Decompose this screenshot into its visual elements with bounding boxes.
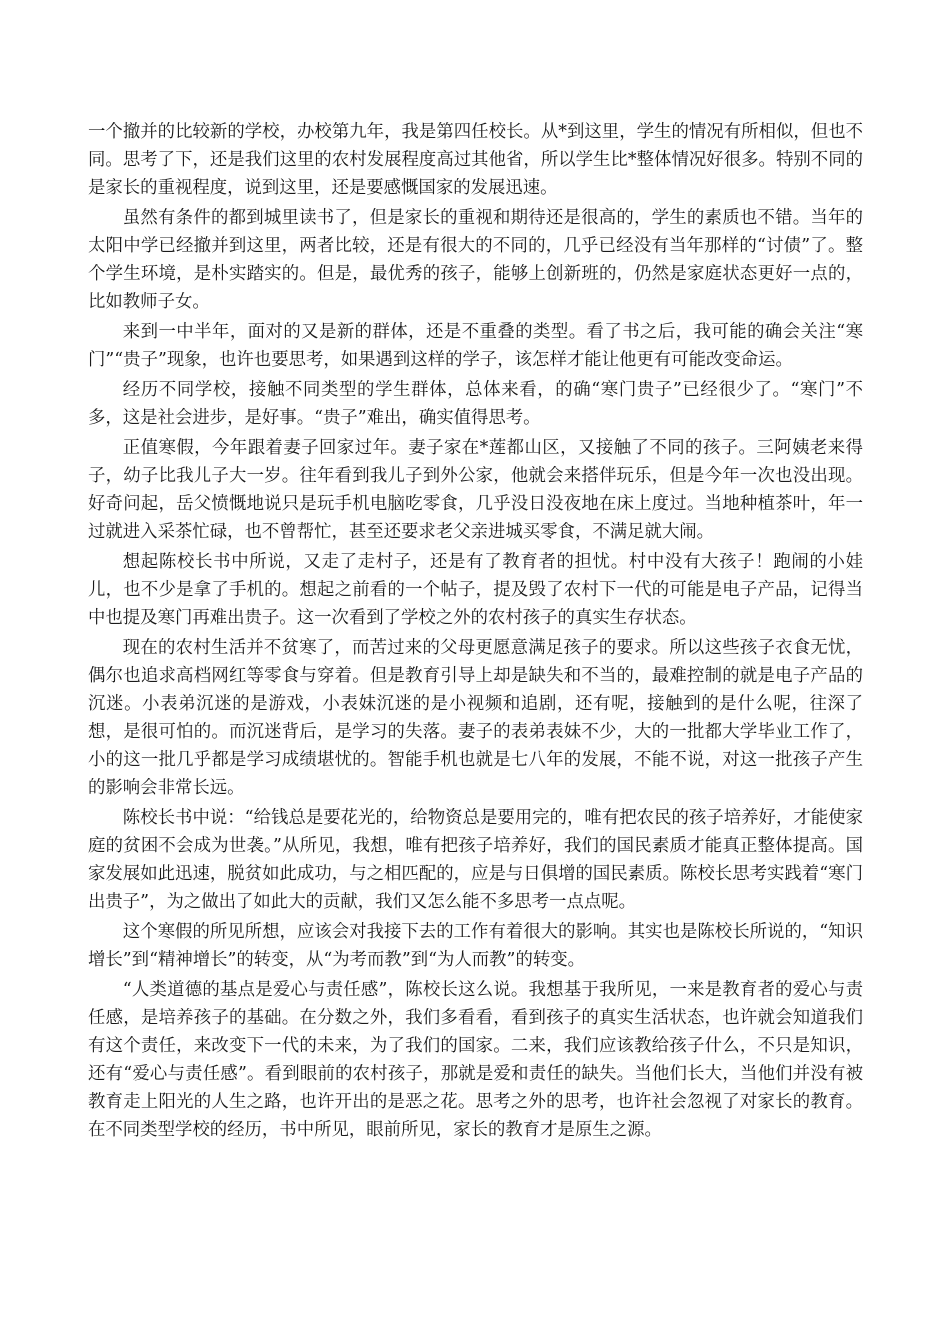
paragraph-2: 虽然有条件的都到城里读书了，但是家长的重视和期待还是很高的，学生的素质也不错。当年的太阳中学已经撤并到这里，两者比较，还是有很大的不同的，几乎已经没有当年那样的“讨债”了。整个学生环境，是朴实踏实的。但是，最优秀的孩子，能够上创新班的，仍然是家庭状态更好一点的，比如教师子女。 — [88, 208, 863, 312]
paragraph-3: 来到一中半年，面对的又是新的群体，还是不重叠的类型。看了书之后，我可能的确会关注“寒门”“贵子”现象，也许也要思考，如果遇到这样的学子，该怎样才能让他更有可能改变命运。 — [88, 322, 863, 370]
paragraph-10: “人类道德的基点是爱心与责任感”，陈校长这么说。我想基于我所见，一来是教育者的爱心与责任感，是培养孩子的基础。在分数之外，我们多看看，看到孩子的真实生活状态，也许就会知道我们有这个责任，来改变下一代的未来，为了我们的国家。二来，我们应该教给孩子什么，不只是知识，还有“爱心与责任感”。看到眼前的农村孩子，那就是爱和责任的缺失。当他们长大，当他们并没有被教育走上阳光的人生之路，也许开出的是恶之花。思考之外的思考，也许社会忽视了对家长的教育。在不同类型学校的经历，书中所见，眼前所见，家长的教育才是原生之源。 — [88, 980, 863, 1140]
paragraph-6: 想起陈校长书中所说，又走了走村子，还是有了教育者的担忧。村中没有大孩子！跑闹的小娃儿，也不少是拿了手机的。想起之前看的一个帖子，提及毁了农村下一代的可能是电子产品，记得当中也提及寒门再难出贵子。这一次看到了学校之外的农村孩子的真实生存状态。 — [88, 552, 863, 628]
paragraph-5: 正值寒假，今年跟着妻子回家过年。妻子家在*莲都山区，又接触了不同的孩子。三阿姨老来得子，幼子比我儿子大一岁。往年看到我儿子到外公家，他就会来搭伴玩乐，但是今年一次也没出现。好奇问起，岳父愤慨地说只是玩手机电脑吃零食，几乎没日没夜地在床上度过。当地种植茶叶，年一过就进入采茶忙碌，也不曾帮忙，甚至还要求老父亲进城买零食，不满足就大闹。 — [88, 438, 863, 542]
paragraph-7: 现在的农村生活并不贫寒了，而苦过来的父母更愿意满足孩子的要求。所以这些孩子衣食无忧，偶尔也追求高档网红等零食与穿着。但是教育引导上却是缺失和不当的，最难控制的就是电子产品的沉迷。小表弟沉迷的是游戏，小表妹沉迷的是小视频和追剧，还有呢，接触到的是什么呢，往深了想，是很可怕的。而沉迷背后，是学习的失落。妻子的表弟表妹不少，大的一批都大学毕业工作了，小的这一批几乎都是学习成绩堪忧的。智能手机也就是七八年的发展，不能不说，对这一批孩子产生的影响会非常长远。 — [88, 638, 863, 798]
paragraph-9: 这个寒假的所见所想，应该会对我接下去的工作有着很大的影响。其实也是陈校长所说的，“知识增长”到“精神增长”的转变，从“为考而教”到“为人而教”的转变。 — [88, 922, 863, 970]
document-body — [88, 118, 863, 1146]
paragraph-8: 陈校长书中说：“给钱总是要花光的，给物资总是要用完的，唯有把农民的孩子培养好，才能使家庭的贫困不会成为世袭。”从所见，我想，唯有把孩子培养好，我们的国民素质才能真正整体提高。国家发展如此迅速，脱贫如此成功，与之相匹配的，应是与日俱增的国民素质。陈校长思考实践着“寒门出贵子”，为之做出了如此大的贡献，我们又怎么能不多思考一点点呢。 — [88, 808, 863, 912]
paragraph-4: 经历不同学校，接触不同类型的学生群体，总体来看，的确“寒门贵子”已经很少了。“寒门”不多，这是社会进步，是好事。“贵子”难出，确实值得思考。 — [88, 380, 863, 428]
paragraph-1: 一个撤并的比较新的学校，办校第九年，我是第四任校长。从*到这里，学生的情况有所相似，但也不同。思考了下，还是我们这里的农村发展程度高过其他省，所以学生比*整体情况好很多。特别不同的是家长的重视程度，说到这里，还是要感慨国家的发展迅速。 — [88, 122, 863, 198]
